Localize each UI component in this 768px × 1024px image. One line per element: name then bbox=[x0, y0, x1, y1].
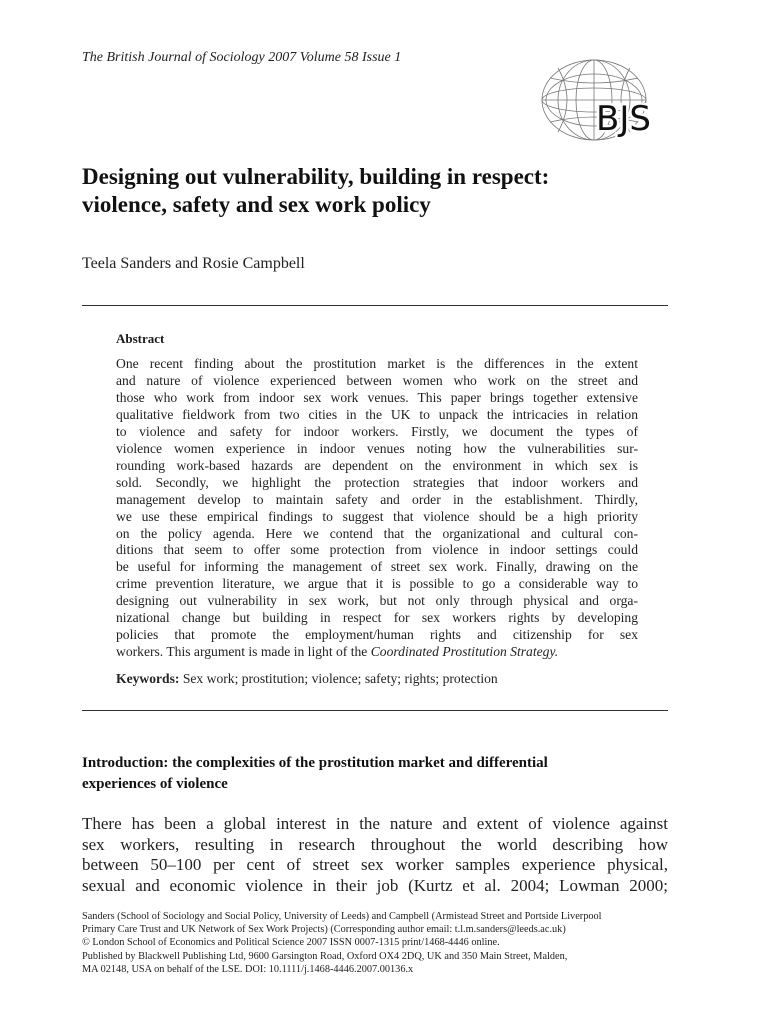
abstract-line: policies that promote the employment/human rights and citizenship for sex bbox=[116, 627, 638, 643]
abstract-line: designing out vulnerability in sex work, but not only through physical and orga- bbox=[116, 593, 638, 609]
divider-top bbox=[82, 305, 668, 306]
intro-line: There has been a global interest in the nature and extent of violence against bbox=[82, 814, 668, 833]
section-heading-line: experiences of violence bbox=[82, 776, 228, 792]
abstract-line: on the policy agenda. Here we contend that the organizational and cultural con- bbox=[116, 525, 638, 541]
footnote-line: Published by Blackwell Publishing Ltd, 9600 Garsington Road, Oxford OX4 2DQ, UK and 350 Main Street, Malden, bbox=[82, 950, 568, 962]
section-heading bbox=[82, 753, 662, 795]
abstract-body bbox=[116, 356, 638, 661]
title-line: violence, safety and sex work policy bbox=[82, 192, 431, 217]
abstract-line: be useful for informing the management of street sex work. Finally, drawing on the bbox=[116, 559, 638, 575]
abstract-line: and nature of violence experienced between women who work on the street and bbox=[116, 372, 638, 388]
footnote-line: MA 02148, USA on behalf of the LSE. DOI: 10.1111/j.1468-4446.2007.00136.x bbox=[82, 963, 414, 975]
abstract-last-line-text: workers. This argument is made in light of the bbox=[116, 644, 371, 660]
title-line: Designing out vulnerability, building in respect: bbox=[82, 164, 550, 189]
article-title bbox=[82, 163, 642, 219]
journal-citation: The British Journal of Sociology 2007 Volume 58 Issue 1 bbox=[82, 50, 402, 65]
abstract-line: management develop to maintain safety and order in the establishment. Thirdly, bbox=[116, 491, 638, 507]
keywords-label: Keywords: bbox=[116, 671, 180, 686]
keywords-text: Sex work; prostitution; violence; safety; rights; protection bbox=[179, 671, 498, 686]
divider-bottom bbox=[82, 710, 668, 711]
footnote-line: © London School of Economics and Political Science 2007 ISSN 0007-1315 print/1468-4446 online. bbox=[82, 937, 500, 949]
authors: Teela Sanders and Rosie Campbell bbox=[82, 255, 305, 272]
bjs-globe-logo bbox=[536, 52, 668, 160]
footnote-line: Primary Care Trust and UK Network of Sex Work Projects) (Corresponding author email: t.l.m.sanders@leeds.ac.uk) bbox=[82, 924, 566, 936]
intro-paragraph bbox=[82, 814, 668, 896]
abstract-line: to violence and safety for indoor workers. Firstly, we document the types of bbox=[116, 423, 638, 439]
abstract-line: sold. Secondly, we highlight the protection strategies that indoor workers and bbox=[116, 474, 638, 490]
intro-line: sexual and economic violence in their job (Kurtz et al. 2004; Lowman 2000; bbox=[82, 875, 668, 895]
keywords bbox=[116, 671, 498, 687]
abstract-line: those who work from indoor sex work venues. This paper brings together extensive bbox=[116, 389, 638, 405]
abstract-line: One recent finding about the prostitution market is the differences in the extent bbox=[116, 356, 638, 371]
intro-line: sex workers, resulting in research throughout the world describing how bbox=[82, 834, 668, 854]
abstract-line: nizational change but building in respect for sex workers rights by developing bbox=[116, 610, 638, 626]
abstract-line: crime prevention literature, we argue that it is possible to go a considerable way to bbox=[116, 576, 638, 592]
intro-line: between 50–100 per cent of street sex worker samples experience physical, bbox=[82, 855, 668, 874]
strategy-title: Coordinated Prostitution Strategy. bbox=[370, 644, 559, 660]
logo-text: BJS bbox=[596, 99, 651, 139]
abstract-line: we use these empirical findings to suggest that violence should be a high priority bbox=[116, 508, 638, 524]
footnote bbox=[82, 910, 682, 976]
section-heading-line: Introduction: the complexities of the prostitution market and differential bbox=[82, 755, 548, 771]
abstract-heading: Abstract bbox=[116, 331, 165, 346]
abstract-line: rounding work-based hazards are dependent on the environment in which sex is bbox=[116, 457, 638, 473]
footnote-line: Sanders (School of Sociology and Social Policy, University of Leeds) and Campbell (Armistead Street and Portside Liverpool bbox=[82, 911, 602, 922]
abstract-line: qualitative fieldwork from two cities in the UK to unpack the intricacies in relation bbox=[116, 406, 638, 422]
abstract-last-line bbox=[116, 644, 638, 661]
abstract-line: ditions that seem to offer some protection from violence in indoor settings could bbox=[116, 542, 638, 558]
abstract-line: violence women experience in indoor venues noting how the vulnerabilities sur- bbox=[116, 440, 638, 456]
